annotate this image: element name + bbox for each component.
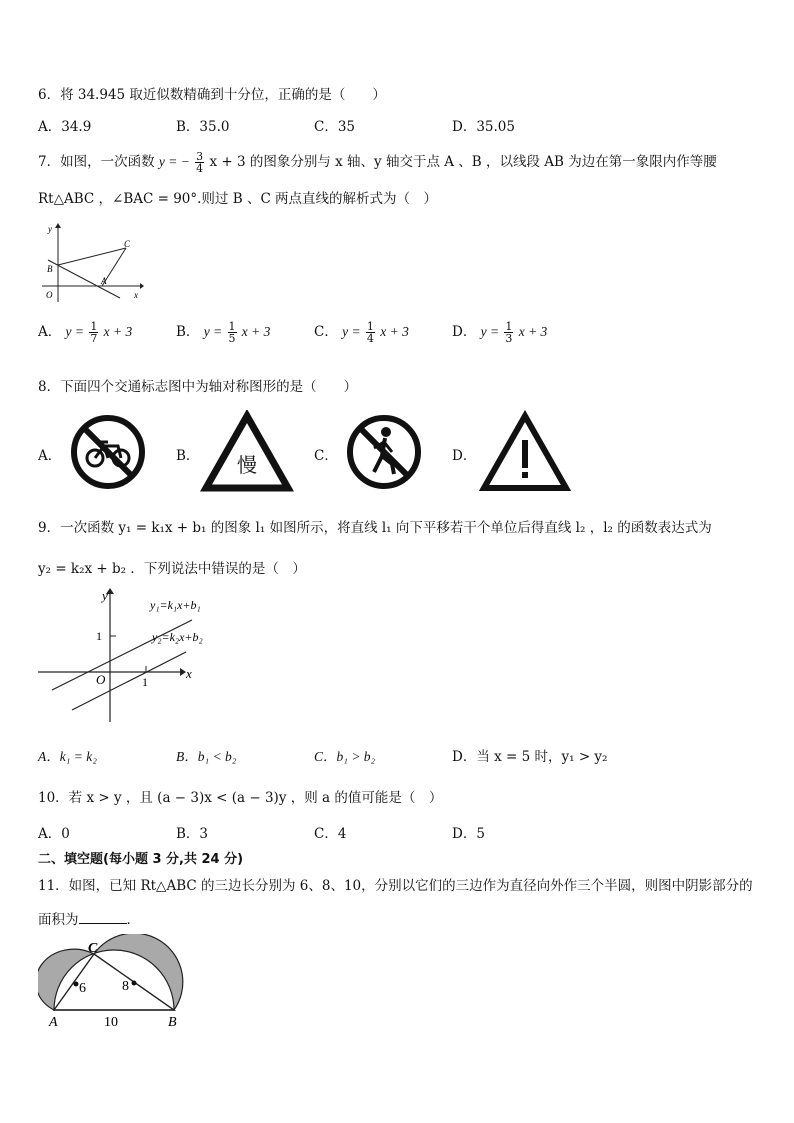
q7-option-d-den: 3: [505, 332, 513, 345]
q7-y-eq: y = −: [158, 154, 190, 169]
q7-options: [38, 320, 758, 350]
q11-stem-line2: 面积为: [38, 912, 79, 928]
q7-line-ab: [48, 260, 120, 298]
q8-options: [38, 410, 758, 495]
no-bicycle-sign-icon: [68, 412, 148, 492]
q7-option-d-lhs: y =: [480, 324, 500, 339]
q9-option-a[interactable]: A．k₁ = k₂: [38, 749, 97, 764]
q9-line-l2: [72, 652, 186, 710]
q11-stem-end: ．: [126, 912, 140, 928]
q9-label-o: O: [96, 672, 106, 687]
q7-option-b-den: 5: [228, 332, 236, 345]
q7-option-d-num: 1: [505, 320, 513, 333]
q7-stem-line2: Rt△ABC ，∠BAC = 90°.则过 B 、C 两点直线的解析式为（ ）: [38, 191, 438, 207]
no-pedestrian-sign-icon: [344, 412, 424, 492]
q7-option-a-rest: x + 3: [103, 324, 133, 339]
q9-label-l2: y₂=k₂x+b₂: [152, 630, 203, 644]
q7-x-arrow-icon: [140, 283, 144, 289]
q11-label-b: B: [168, 1015, 177, 1029]
q7-figure: [38, 220, 148, 305]
q7-option-b[interactable]: [176, 320, 270, 344]
q7-option-a-num: 1: [90, 320, 98, 333]
slow-sign-text: 慢: [237, 455, 257, 477]
q10-option-c[interactable]: C．4: [314, 826, 347, 842]
q11-label-6: 6: [79, 981, 86, 996]
q7-label-x: x: [134, 290, 138, 300]
q8-stem: 8．下面四个交通标志图中为轴对称图形的是（ ）: [38, 379, 358, 395]
q9-label-1-y: 1: [96, 629, 102, 643]
q7-label-a: A: [101, 276, 107, 286]
q11-midpoint-ac: [74, 982, 79, 987]
q11-stem: 11．如图，已知 Rt△ABC 的三边长分别为 6、8、10，分别以它们的三边作为直径向外作三个半圆，则图中阴影部分的: [38, 878, 753, 894]
q8-option-a[interactable]: A．: [38, 448, 62, 464]
q7-stem-b: x + 3 的图象分别与 x 轴、y 轴交于点 A 、B ，以线段 AB 为边在第一象限内作等腰: [209, 154, 717, 170]
q9-label-l1: y₁=k₁x+b₁: [150, 598, 201, 612]
q11-label-8: 8: [122, 979, 129, 994]
q11-label-c: C: [88, 941, 98, 956]
section-2-title: 二、填空题(每小题 3 分,共 24 分): [38, 852, 244, 867]
q7-fraction: [195, 151, 204, 174]
q7-option-c-prefix: C．: [314, 324, 338, 340]
q6-option-a[interactable]: A．34.9: [38, 119, 92, 135]
q11-label-a: A: [49, 1015, 58, 1029]
q7-label-y: y: [48, 224, 52, 234]
q9-label-x: x: [186, 666, 192, 681]
q8-option-c[interactable]: C．: [314, 448, 338, 464]
q7-label-o: O: [46, 290, 53, 300]
q7-option-a-den: 7: [90, 332, 98, 345]
q9-label-y: y: [102, 588, 108, 603]
q6-option-d[interactable]: D．35.05: [452, 119, 515, 135]
q9-stem: 9．一次函数 y₁ = k₁x + b₁ 的图象 l₁ 如图所示，将直线 l₁ 向下平移若干个单位后得直线 l₂ ，l₂ 的函数表达式为: [38, 520, 712, 536]
q6-option-c[interactable]: C．35: [314, 119, 356, 135]
q8-option-d[interactable]: D．: [452, 448, 477, 464]
q7-option-d-rest: x + 3: [518, 324, 548, 339]
q7-frac-num: 3: [196, 150, 204, 163]
q7-label-c: C: [124, 239, 131, 249]
q7-frac-den: 4: [196, 162, 204, 175]
q7-stem: [38, 150, 717, 174]
q11-midpoint-bc: [132, 981, 137, 986]
q9-option-d[interactable]: D．当 x = 5 时，y₁ > y₂: [452, 749, 608, 765]
q6-stem: 6．将 34.945 取近似数精确到十分位，正确的是（ ）: [38, 87, 386, 103]
q7-stem-a: 7．如图，一次函数: [38, 154, 155, 170]
q7-line-bc: [58, 248, 126, 265]
q9-option-c[interactable]: C．b₁ > b₂: [314, 749, 376, 764]
q8-option-b[interactable]: B．: [176, 448, 200, 464]
q7-option-c-rest: x + 3: [380, 324, 409, 339]
q7-option-c[interactable]: [314, 320, 409, 344]
q7-option-c-lhs: y =: [342, 324, 361, 339]
warning-sign-icon: [478, 410, 572, 494]
q10-option-d[interactable]: D．5: [452, 826, 485, 842]
q11-figure: [38, 934, 198, 1029]
q7-option-b-lhs: y =: [203, 324, 223, 339]
q10-stem: 10．若 x > y ，且 (a − 3)x < (a − 3)y ，则 a 的值可能是（ ）: [38, 790, 443, 806]
q7-option-b-rest: x + 3: [241, 324, 271, 339]
q7-option-b-num: 1: [228, 320, 236, 333]
q9-label-1-x: 1: [142, 675, 148, 689]
q9-option-b[interactable]: B．b₁ < b₂: [176, 749, 237, 764]
q9-stem-line2: y₂ = k₂x + b₂ ．下列说法中错误的是（ ）: [38, 561, 306, 577]
q7-y-arrow-icon: [55, 223, 61, 228]
q7-option-c-den: 4: [366, 332, 374, 345]
q11-answer-blank[interactable]: [79, 911, 127, 924]
q7-option-a[interactable]: [38, 320, 132, 344]
q7-option-b-prefix: B．: [176, 324, 200, 340]
q11-stem-line2-wrap: [38, 908, 140, 928]
q7-option-c-num: 1: [366, 320, 374, 333]
q7-option-a-prefix: A．: [38, 324, 62, 340]
q7-label-b: B: [47, 264, 53, 274]
q7-option-a-lhs: y =: [65, 324, 85, 339]
q7-option-d-prefix: D．: [452, 324, 477, 340]
q6-option-b[interactable]: B．35.0: [176, 119, 230, 135]
q10-option-b[interactable]: B．3: [176, 826, 209, 842]
q7-option-d[interactable]: [452, 320, 547, 344]
q9-figure: [36, 586, 236, 726]
slow-sign-icon: [200, 410, 294, 494]
q11-label-10: 10: [104, 1015, 118, 1029]
q10-option-a[interactable]: A．0: [38, 826, 70, 842]
